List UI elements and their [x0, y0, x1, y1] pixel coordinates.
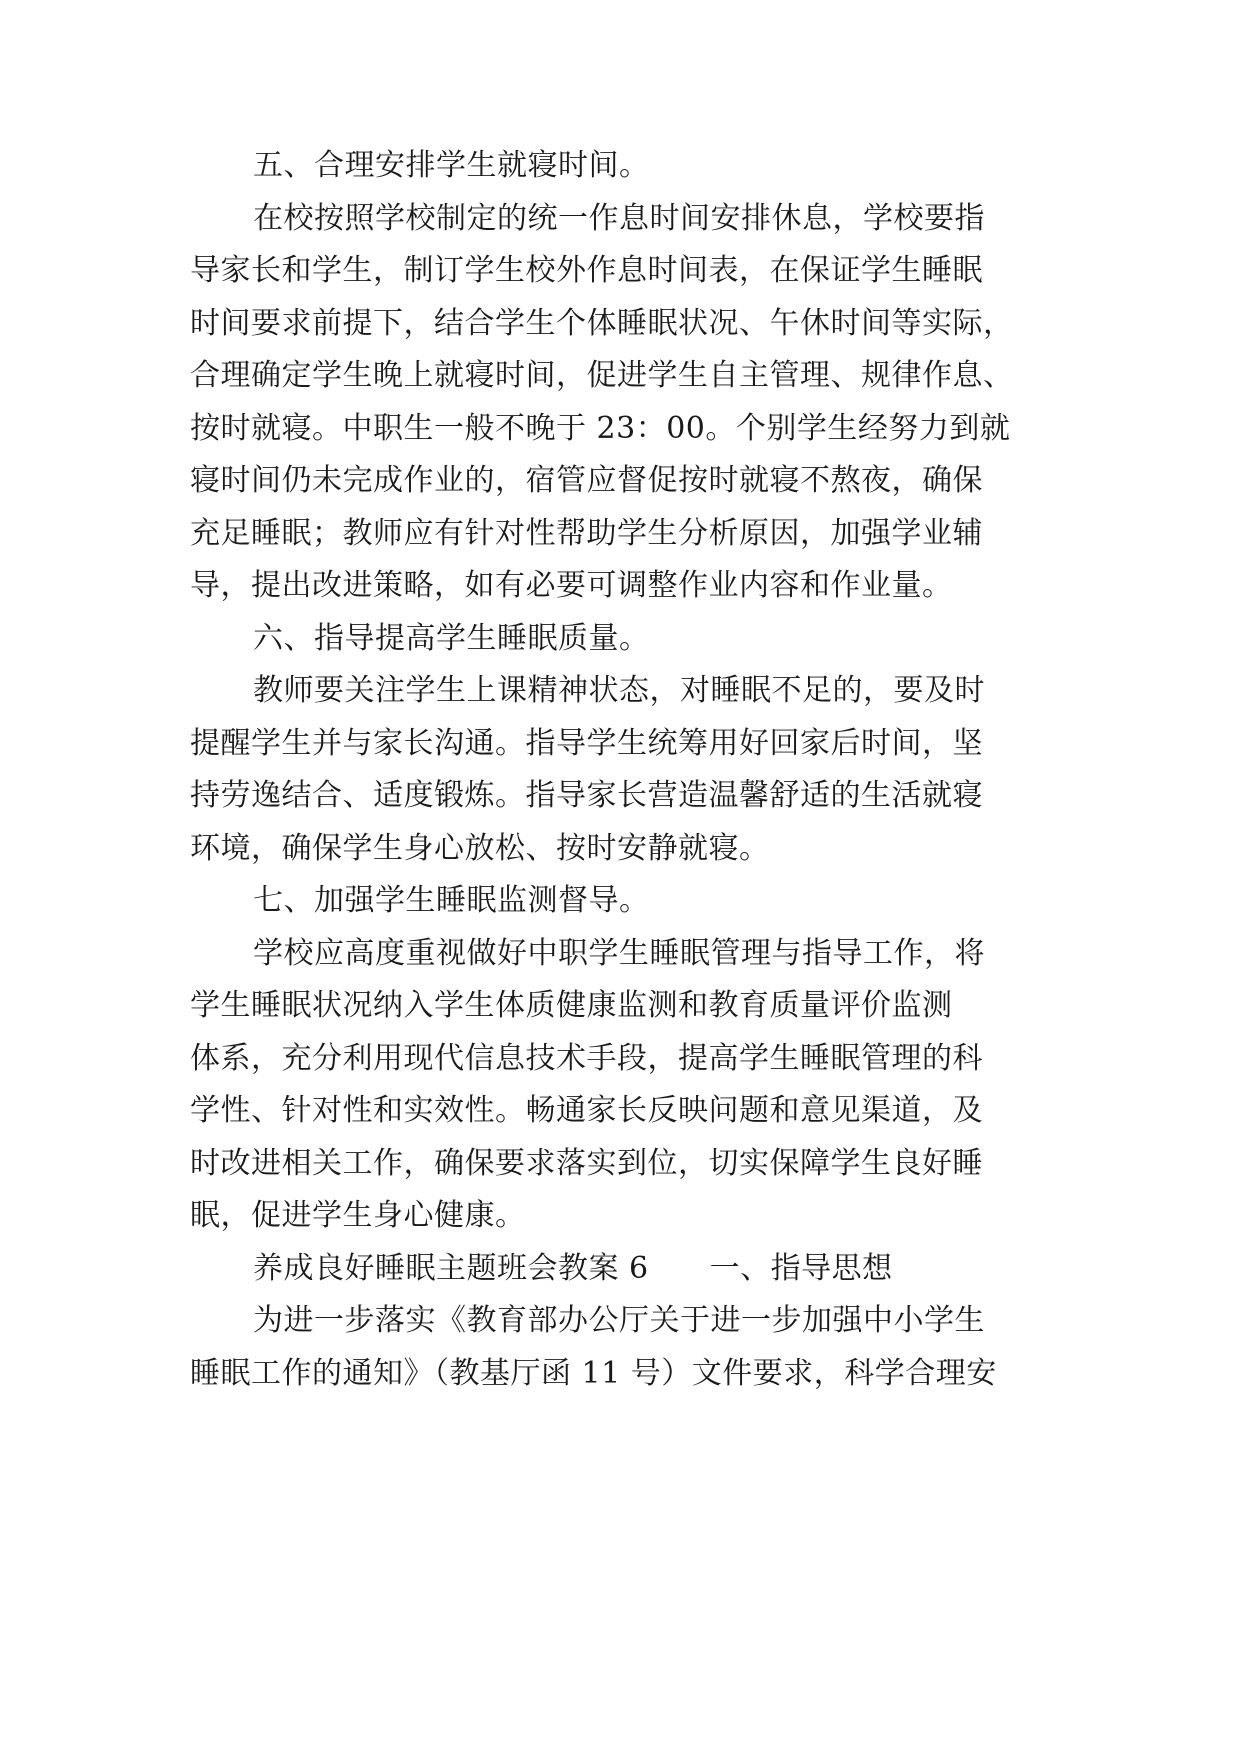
section-heading-7: 七、加强学生睡眠监测督导。 — [253, 883, 650, 918]
paragraph-line: 教师要关注学生上课精神状态，对睡眠不足的，要及时 — [253, 673, 985, 708]
paragraph-line: 睡眠工作的通知》（教基厅函 11 号）文件要求，科学合理安 — [190, 1356, 997, 1391]
section-heading-5: 五、合理安排学生就寝时间。 — [253, 148, 650, 183]
paragraph-line: 在校按照学校制定的统一作息时间安排休息，学校要指 — [253, 201, 985, 236]
paragraph-line: 合理确定学生晚上就寝时间，促进学生自主管理、规律作息、 — [190, 358, 1014, 393]
paragraph-line: 充足睡眠；教师应有针对性帮助学生分析原因，加强学业辅 — [190, 516, 983, 551]
paragraph-line: 导，提出改进策略，如有必要可调整作业内容和作业量。 — [190, 568, 953, 603]
paragraph-line: 时间要求前提下，结合学生个体睡眠状况、午休时间等实际， — [190, 306, 1014, 341]
paragraph-line: 学性、针对性和实效性。畅通家长反映问题和意见渠道，及 — [190, 1093, 983, 1128]
paragraph-line: 学生睡眠状况纳入学生体质健康监测和教育质量评价监测 — [190, 988, 953, 1023]
paragraph-line: 环境，确保学生身心放松、按时安静就寝。 — [190, 831, 770, 866]
paragraph-line: 学校应高度重视做好中职学生睡眠管理与指导工作，将 — [253, 936, 985, 971]
paragraph-line: 按时就寝。中职生一般不晚于 23：00。个别学生经努力到就 — [190, 411, 1011, 446]
paragraph-line: 时改进相关工作，确保要求落实到位，切实保障学生良好睡 — [190, 1146, 983, 1181]
paragraph-line: 导家长和学生，制订学生校外作息时间表，在保证学生睡眠 — [190, 253, 983, 288]
paragraph-line: 体系，充分利用现代信息技术手段，提高学生睡眠管理的科 — [190, 1041, 983, 1076]
paragraph-line: 持劳逸结合、适度锻炼。指导家长营造温馨舒适的生活就寝 — [190, 778, 983, 813]
paragraph-line: 为进一步落实《教育部办公厅关于进一步加强中小学生 — [253, 1303, 985, 1338]
section-heading-6: 六、指导提高学生睡眠质量。 — [253, 621, 650, 656]
paragraph-line: 眠，促进学生身心健康。 — [190, 1198, 526, 1233]
paragraph-line: 提醒学生并与家长沟通。指导学生统筹用好回家后时间，坚 — [190, 726, 983, 761]
paragraph-line: 寝时间仍未完成作业的，宿管应督促按时就寝不熬夜，确保 — [190, 463, 983, 498]
lesson-plan-heading: 养成良好睡眠主题班会教案 6 一、指导思想 — [253, 1251, 893, 1286]
